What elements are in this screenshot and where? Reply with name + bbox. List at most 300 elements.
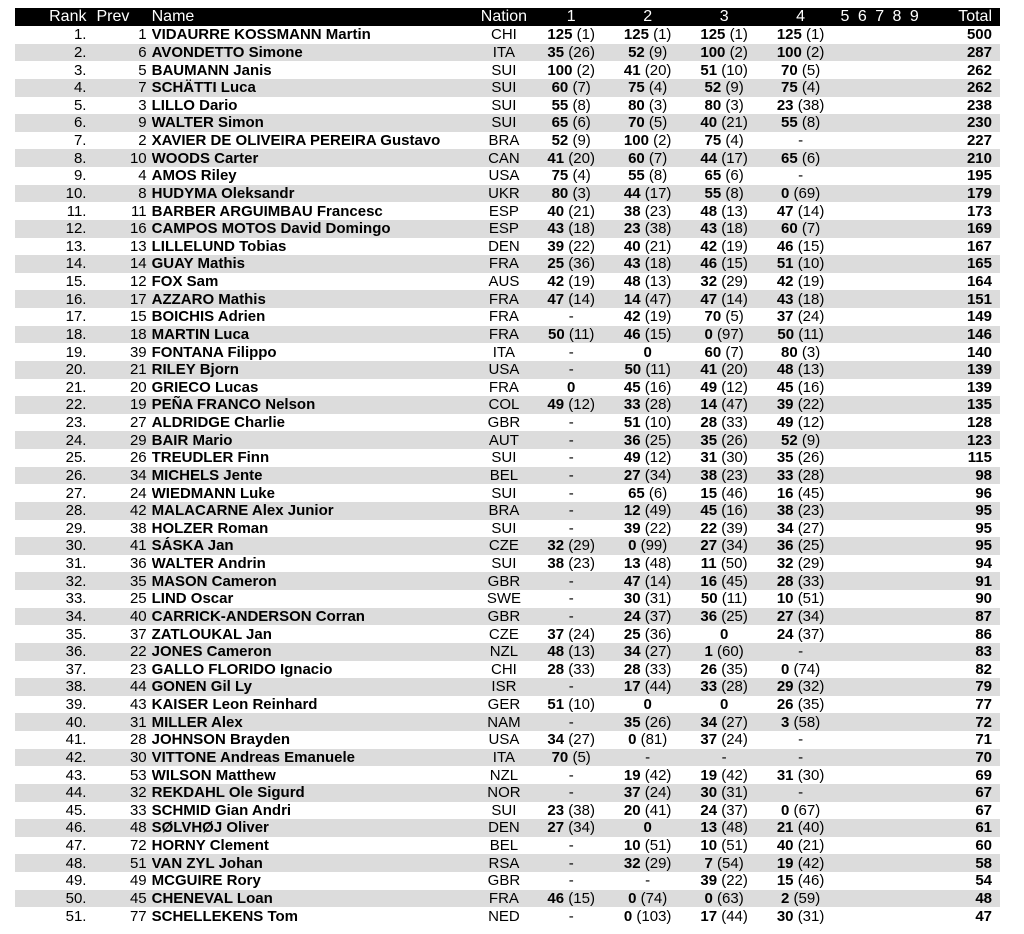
round-position: (7)	[648, 149, 668, 167]
rank-cell: 44.	[65, 784, 87, 802]
header-round-3: 3	[719, 8, 729, 25]
nation-cell: SUI	[491, 449, 517, 467]
round-points: 34	[700, 713, 718, 731]
total-points-cell: 227	[966, 132, 992, 150]
round-2-cell	[609, 502, 685, 520]
total-points-cell: 91	[975, 572, 992, 590]
round-4-cell	[762, 290, 838, 308]
round-1-cell	[533, 766, 609, 784]
round-points: 80	[551, 184, 569, 202]
round-position: (103)	[636, 907, 672, 925]
round-1-cell	[533, 819, 609, 837]
round-points: 125	[776, 26, 802, 44]
round-4-cell	[762, 784, 838, 802]
round-position: (39)	[721, 519, 748, 537]
round-4-cell	[762, 766, 838, 784]
nation-cell: FRA	[488, 290, 519, 308]
rider-name-cell: ZATLOUKAL Jan	[151, 625, 272, 643]
rider-name-cell: FONTANA Filippo	[151, 343, 277, 361]
round-points: 14	[700, 396, 718, 414]
nation-cell: ESP	[488, 202, 519, 220]
round-points: -	[568, 449, 574, 467]
round-4-cell	[762, 484, 838, 502]
rounds-5-9-cell	[839, 431, 923, 449]
round-points: -	[798, 784, 804, 802]
header-round-1: 1	[566, 8, 576, 25]
round-position: (26)	[644, 713, 672, 731]
header-row	[15, 8, 1000, 26]
round-position: (19)	[644, 308, 672, 326]
prev-rank-cell: 49	[129, 872, 147, 890]
round-position: (13)	[568, 643, 595, 661]
round-points: -	[568, 414, 574, 432]
round-1-cell	[533, 97, 609, 115]
round-position: (31)	[644, 590, 672, 608]
prev-rank-cell: 19	[129, 396, 147, 414]
round-3-cell	[686, 572, 762, 590]
table-header	[15, 8, 1000, 26]
round-4-cell	[762, 643, 838, 661]
round-4-cell	[762, 79, 838, 97]
round-points: -	[568, 907, 574, 925]
round-points: 32	[776, 555, 794, 573]
round-points: 19	[776, 854, 794, 872]
round-2-cell	[609, 79, 685, 97]
round-2-cell	[609, 326, 685, 344]
rank-cell: 9.	[73, 167, 87, 185]
rank-cell: 20.	[65, 361, 87, 379]
round-points: 43	[776, 290, 794, 308]
total-points-cell: 47	[975, 907, 992, 925]
round-4-cell	[762, 572, 838, 590]
total-points-cell: 165	[966, 255, 992, 273]
round-3-cell	[686, 61, 762, 79]
prev-rank-cell: 20	[129, 378, 147, 396]
round-points: 70	[551, 748, 569, 766]
round-position: (15)	[568, 889, 595, 907]
prev-rank-cell: 2	[138, 132, 147, 150]
prev-rank-cell: 30	[129, 748, 147, 766]
round-points: 22	[700, 519, 718, 537]
rider-name-cell: LILLO Dario	[151, 96, 238, 114]
round-2-cell	[609, 854, 685, 872]
round-position: (19)	[797, 273, 825, 291]
round-points: 70	[628, 114, 645, 132]
round-1-cell	[533, 149, 609, 167]
round-points: -	[645, 748, 651, 766]
round-points: 38	[623, 202, 641, 220]
round-1-cell	[533, 537, 609, 555]
round-points: 0	[719, 696, 729, 714]
round-position: (97)	[717, 325, 744, 343]
round-points: 44	[700, 149, 718, 167]
round-2-cell	[609, 396, 685, 414]
total-points-cell: 72	[975, 713, 992, 731]
rank-cell: 13.	[65, 237, 87, 255]
round-points: 0	[643, 696, 652, 714]
round-4-cell	[762, 467, 838, 485]
rider-name-cell: BAUMANN Janis	[151, 61, 272, 79]
table-row	[15, 731, 1000, 749]
prev-rank-cell: 35	[129, 572, 147, 590]
total-points-cell: 95	[975, 519, 992, 537]
round-points: 11	[700, 555, 717, 573]
round-position: (6)	[648, 484, 668, 502]
round-points: 27	[776, 607, 794, 625]
round-position: (1)	[576, 26, 595, 44]
rank-cell: 51.	[65, 907, 87, 925]
round-3-cell	[686, 343, 762, 361]
total-points-cell: 151	[966, 290, 992, 308]
table-row	[15, 819, 1000, 837]
round-1-cell	[533, 467, 609, 485]
round-3-cell	[686, 872, 762, 890]
round-2-cell	[609, 819, 685, 837]
round-3-cell	[686, 696, 762, 714]
round-4-cell	[762, 837, 838, 855]
round-position: (25)	[797, 537, 825, 555]
round-points: -	[568, 484, 574, 502]
round-points: 55	[628, 167, 645, 185]
round-points: 40	[547, 202, 565, 220]
rounds-5-9-cell	[839, 678, 923, 696]
round-1-cell	[533, 502, 609, 520]
prev-rank-cell: 48	[129, 819, 147, 837]
nation-cell: CAN	[488, 149, 520, 167]
rider-name-cell: FOX Sam	[151, 273, 219, 291]
rider-name-cell: KAISER Leon Reinhard	[151, 696, 318, 714]
rank-cell: 40.	[65, 713, 87, 731]
round-2-cell	[609, 678, 685, 696]
round-position: (49)	[644, 502, 672, 520]
table-row	[15, 572, 1000, 590]
round-1-cell	[533, 449, 609, 467]
round-points: 49	[776, 414, 794, 432]
round-points: 33	[776, 466, 794, 484]
round-4-cell	[762, 696, 838, 714]
round-2-cell	[609, 167, 685, 185]
table-row	[15, 625, 1000, 643]
round-4-cell	[762, 819, 838, 837]
round-4-cell	[762, 555, 838, 573]
round-1-cell	[533, 326, 609, 344]
rank-cell: 1.	[73, 26, 87, 44]
table-row	[15, 79, 1000, 97]
total-points-cell: 77	[975, 696, 992, 714]
nation-cell: SUI	[491, 555, 517, 573]
round-points: 32	[623, 854, 641, 872]
round-points: 16	[700, 572, 718, 590]
rounds-5-9-cell	[839, 255, 923, 273]
rank-cell: 16.	[65, 290, 87, 308]
table-row	[15, 484, 1000, 502]
round-points: -	[568, 854, 574, 872]
nation-cell: SUI	[491, 484, 517, 502]
rank-cell: 39.	[65, 696, 87, 714]
round-points: 43	[547, 220, 565, 238]
round-position: (4)	[648, 79, 668, 97]
round-1-cell	[533, 678, 609, 696]
round-2-cell	[609, 132, 685, 150]
round-position: (2)	[576, 61, 595, 79]
rider-name-cell: HUDYMA Oleksandr	[151, 184, 295, 202]
round-points: 45	[700, 502, 718, 520]
round-2-cell	[609, 255, 685, 273]
rider-name-cell: MARTIN Luca	[151, 325, 250, 343]
round-3-cell	[686, 185, 762, 203]
round-position: (34)	[644, 466, 672, 484]
round-points: 23	[623, 220, 641, 238]
prev-rank-cell: 38	[129, 519, 147, 537]
total-points-cell: 58	[975, 854, 992, 872]
round-position: (42)	[797, 854, 825, 872]
round-3-cell	[686, 79, 762, 97]
total-points-cell: 70	[975, 748, 992, 766]
total-points-cell: 287	[966, 43, 992, 61]
round-position: (21)	[721, 114, 748, 132]
total-points-cell: 135	[966, 396, 992, 414]
round-2-cell	[609, 749, 685, 767]
round-1-cell	[533, 79, 609, 97]
round-position: (19)	[721, 237, 748, 255]
table-row	[15, 784, 1000, 802]
round-3-cell	[686, 854, 762, 872]
round-points: 60	[704, 343, 722, 361]
round-position: (38)	[797, 96, 825, 114]
round-points: 15	[776, 872, 794, 890]
round-3-cell	[686, 484, 762, 502]
round-2-cell	[609, 185, 685, 203]
rounds-5-9-cell	[839, 61, 923, 79]
round-3-cell	[686, 255, 762, 273]
round-position: (45)	[721, 572, 748, 590]
nation-cell: BRA	[488, 502, 520, 520]
rank-cell: 5.	[73, 96, 87, 114]
round-points: 13	[700, 819, 718, 837]
round-2-cell	[609, 590, 685, 608]
round-points: -	[568, 361, 574, 379]
round-position: (3)	[725, 96, 744, 114]
total-points-cell: 67	[975, 801, 992, 819]
prev-rank-cell: 27	[129, 414, 147, 432]
nation-cell: BRA	[488, 132, 520, 150]
rounds-5-9-cell	[839, 97, 923, 115]
round-1-cell	[533, 414, 609, 432]
nation-cell: BEL	[489, 466, 519, 484]
round-points: 29	[776, 678, 794, 696]
round-3-cell	[686, 220, 762, 238]
round-points: 48	[700, 202, 718, 220]
round-4-cell	[762, 255, 838, 273]
round-points: 125	[623, 26, 649, 44]
round-position: (14)	[797, 202, 825, 220]
round-3-cell	[686, 132, 762, 150]
nation-cell: ISR	[491, 678, 517, 696]
round-points: 28	[776, 572, 794, 590]
round-points: 33	[623, 396, 641, 414]
round-points: 0	[781, 660, 790, 678]
rider-name-cell: SCHELLEKENS Tom	[151, 907, 299, 925]
round-position: (25)	[644, 431, 672, 449]
round-position: (18)	[797, 290, 825, 308]
rider-name-cell: CARRICK-ANDERSON Corran	[151, 607, 365, 625]
rider-name-cell: PEÑA FRANCO Nelson	[151, 396, 316, 414]
round-points: 30	[623, 590, 641, 608]
round-2-cell	[609, 625, 685, 643]
round-points: 19	[700, 766, 718, 784]
round-position: (12)	[644, 449, 672, 467]
rank-cell: 35.	[65, 625, 87, 643]
round-points: 42	[776, 273, 794, 291]
table-row	[15, 502, 1000, 520]
round-points: 27	[623, 466, 641, 484]
rounds-5-9-cell	[839, 343, 923, 361]
rider-name-cell: HOLZER Roman	[151, 519, 269, 537]
round-points: 0	[704, 325, 713, 343]
total-points-cell: 210	[966, 149, 992, 167]
rank-cell: 15.	[65, 273, 87, 291]
round-points: 35	[776, 449, 794, 467]
round-1-cell	[533, 572, 609, 590]
round-4-cell	[762, 343, 838, 361]
nation-cell: AUS	[488, 273, 520, 291]
round-1-cell	[533, 202, 609, 220]
rounds-5-9-cell	[839, 872, 923, 890]
round-3-cell	[686, 678, 762, 696]
round-1-cell	[533, 238, 609, 256]
rider-name-cell: GUAY Mathis	[151, 255, 245, 273]
round-3-cell	[686, 502, 762, 520]
round-1-cell	[533, 308, 609, 326]
table-row	[15, 185, 1000, 203]
round-1-cell	[533, 661, 609, 679]
round-points: 28	[700, 414, 718, 432]
table-row	[15, 308, 1000, 326]
rounds-5-9-cell	[839, 484, 923, 502]
round-points: 24	[776, 625, 794, 643]
round-points: 47	[547, 290, 565, 308]
round-position: (4)	[801, 79, 821, 97]
rank-cell: 6.	[73, 114, 87, 132]
round-1-cell	[533, 696, 609, 714]
round-1-cell	[533, 907, 609, 925]
round-points: 23	[547, 801, 565, 819]
round-1-cell	[533, 625, 609, 643]
round-points: 37	[547, 625, 565, 643]
table-row	[15, 220, 1000, 238]
table-row	[15, 114, 1000, 132]
nation-cell: ITA	[492, 43, 516, 61]
rounds-5-9-cell	[839, 149, 923, 167]
round-points: 100	[776, 43, 802, 61]
round-points: 65	[781, 149, 798, 167]
round-points: 37	[623, 784, 641, 802]
round-points: 32	[700, 273, 718, 291]
round-position: (20)	[568, 149, 595, 167]
nation-cell: GBR	[487, 414, 521, 432]
round-2-cell	[609, 731, 685, 749]
round-4-cell	[762, 520, 838, 538]
round-position: (27)	[797, 519, 825, 537]
rank-cell: 8.	[73, 149, 87, 167]
table-row	[15, 202, 1000, 220]
round-position: (8)	[801, 114, 821, 132]
rider-name-cell: ALDRIDGE Charlie	[151, 414, 285, 432]
round-position: (41)	[644, 801, 672, 819]
rounds-5-9-cell	[839, 572, 923, 590]
round-position: (46)	[721, 484, 748, 502]
rider-name-cell: AVONDETTO Simone	[151, 43, 303, 61]
round-position: (10)	[644, 414, 672, 432]
round-position: (22)	[644, 519, 672, 537]
table-row	[15, 713, 1000, 731]
round-points: 60	[781, 220, 798, 238]
round-2-cell	[609, 308, 685, 326]
round-points: 3	[781, 713, 790, 731]
rider-name-cell: SCHMID Gian Andri	[151, 801, 292, 819]
nation-cell: SUI	[491, 61, 517, 79]
round-position: (30)	[721, 449, 748, 467]
round-points: 100	[700, 43, 726, 61]
round-points: -	[568, 872, 574, 890]
round-4-cell	[762, 132, 838, 150]
round-3-cell	[686, 731, 762, 749]
table-row	[15, 167, 1000, 185]
round-points: 41	[547, 149, 565, 167]
rider-name-cell: GONEN Gil Ly	[151, 678, 252, 696]
round-position: (50)	[720, 555, 748, 573]
rank-cell: 23.	[65, 414, 87, 432]
round-3-cell	[686, 326, 762, 344]
total-points-cell: 86	[975, 625, 992, 643]
prev-rank-cell: 5	[138, 61, 147, 79]
header-prev: Prev	[96, 8, 130, 25]
round-2-cell	[609, 238, 685, 256]
rank-cell: 19.	[65, 343, 87, 361]
round-position: (7)	[801, 220, 821, 238]
rounds-5-9-cell	[839, 79, 923, 97]
round-position: (54)	[717, 854, 744, 872]
round-position: (37)	[721, 801, 748, 819]
round-1-cell	[533, 255, 609, 273]
rounds-5-9-cell	[839, 819, 923, 837]
round-2-cell	[609, 361, 685, 379]
prev-rank-cell: 3	[138, 96, 147, 114]
round-position: (23)	[644, 202, 672, 220]
nation-cell: SUI	[491, 519, 517, 537]
nation-cell: CHI	[490, 660, 517, 678]
round-points: -	[798, 731, 804, 749]
rank-cell: 26.	[65, 466, 87, 484]
round-position: (31)	[721, 784, 748, 802]
round-position: (38)	[568, 801, 595, 819]
table-row	[15, 766, 1000, 784]
round-points: 24	[623, 607, 641, 625]
round-position: (38)	[644, 220, 672, 238]
table-row	[15, 643, 1000, 661]
round-1-cell	[533, 132, 609, 150]
rider-name-cell: TREUDLER Finn	[151, 449, 270, 467]
round-position: (12)	[797, 414, 825, 432]
total-points-cell: 149	[966, 308, 992, 326]
round-points: 46	[776, 237, 794, 255]
round-points: 100	[623, 132, 649, 150]
round-2-cell	[609, 414, 685, 432]
rider-name-cell: GALLO FLORIDO Ignacio	[151, 660, 333, 678]
round-position: (32)	[797, 678, 825, 696]
round-2-cell	[609, 572, 685, 590]
rider-name-cell: REKDAHL Ole Sigurd	[151, 784, 305, 802]
